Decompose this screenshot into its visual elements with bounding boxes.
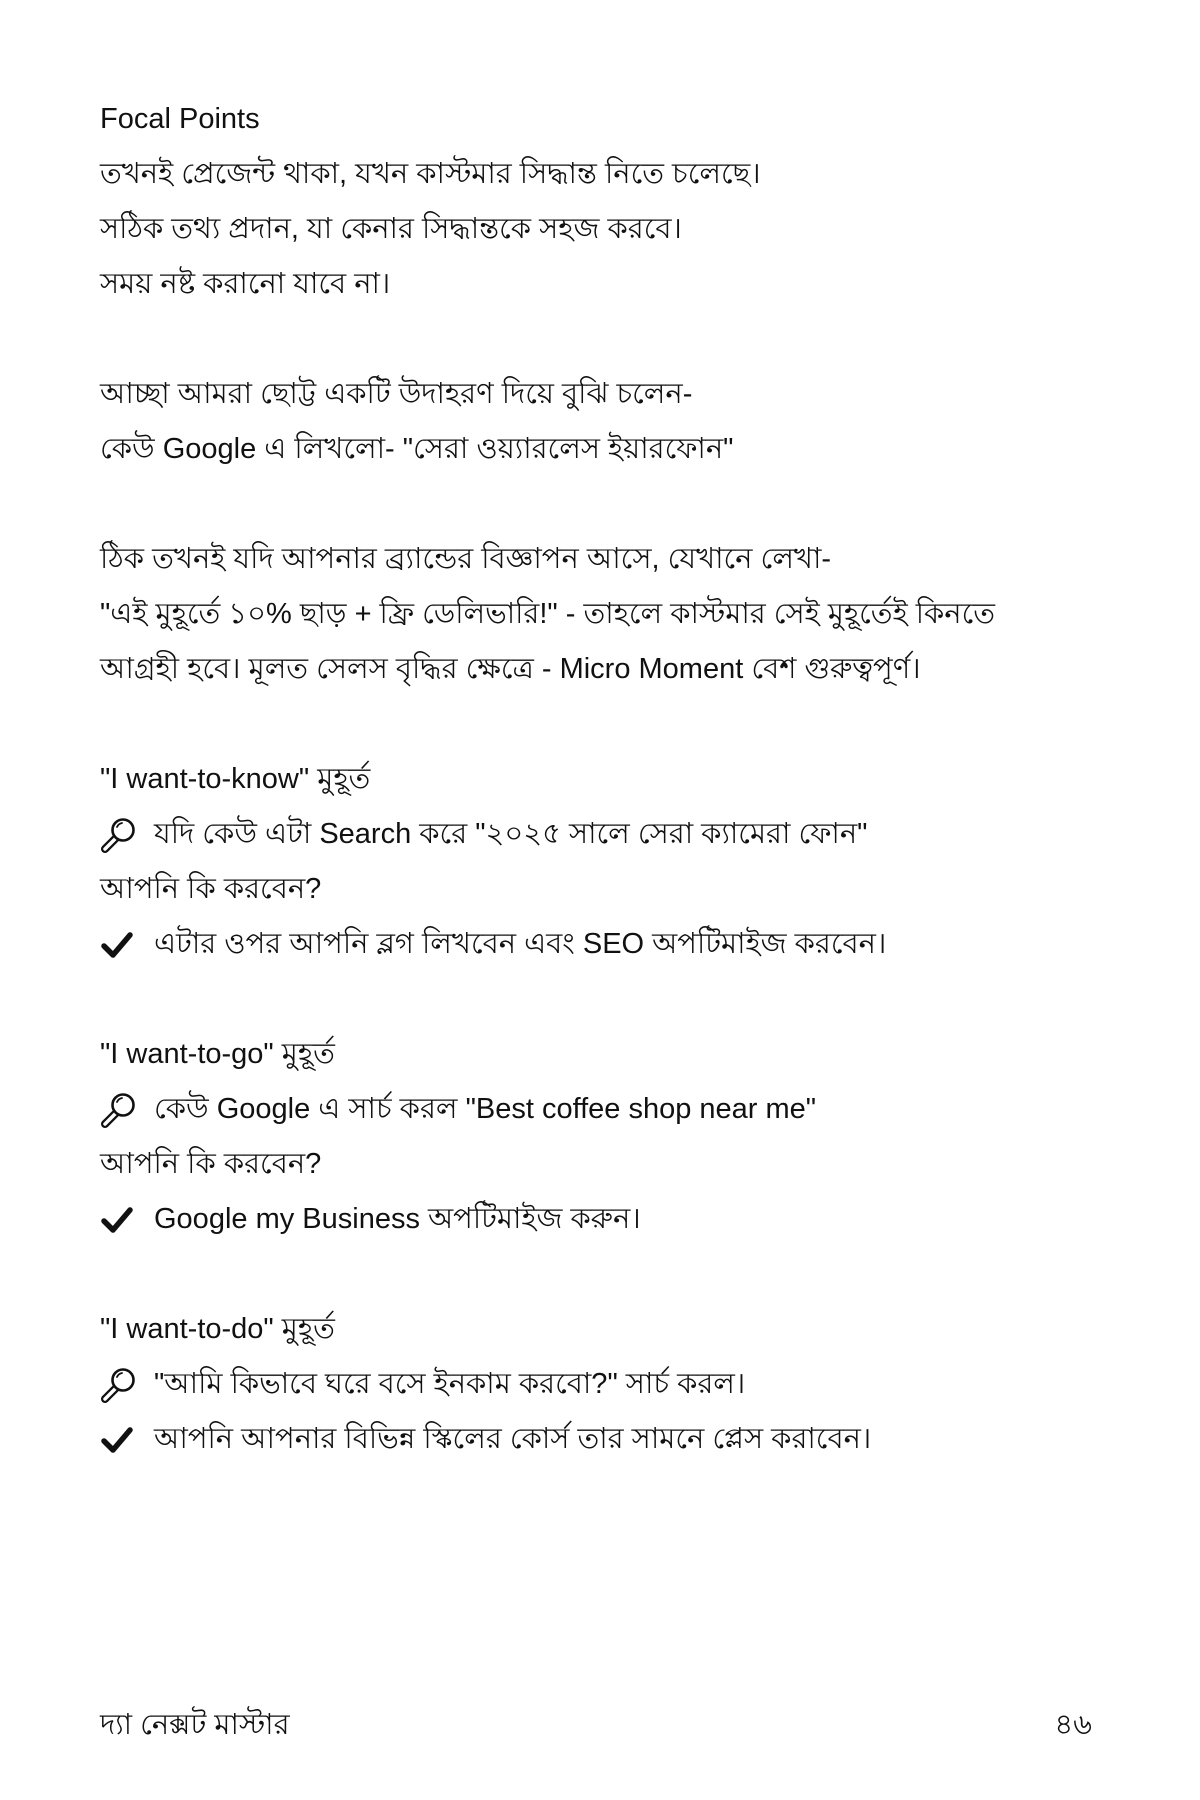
page-number: ৪৬ (1054, 1709, 1092, 1741)
magnifier-icon (100, 1365, 142, 1405)
paragraph-line: "এই মুহূর্তে ১০% ছাড় + ফ্রি ডেলিভারি!" - তাহলে কাস্টমার সেই মুহূর্তেই কিনতে (100, 598, 996, 630)
magnifier-icon (100, 815, 142, 855)
focal-point-line: সঠিক তথ্য প্রদান, যা কেনার সিদ্ধান্তকে সহজ করবে। (100, 213, 682, 245)
magnifier-icon (100, 1090, 142, 1130)
action-text: Google my Business অপটিমাইজ করুন। (154, 1203, 641, 1235)
action-line (100, 1412, 1100, 1467)
moment-want-to-go (100, 1027, 1100, 1247)
moment-want-to-know (100, 752, 1100, 972)
page-footer (100, 1698, 1092, 1753)
search-text: "আমি কিভাবে ঘরে বসে ইনকাম করবো?" সার্চ করল। (154, 1368, 746, 1400)
example-line: আচ্ছা আমরা ছোট্ট একটি উদাহরণ দিয়ে বুঝি চলেন- (100, 378, 693, 410)
section-heading: Focal Points (100, 103, 260, 135)
search-text: যদি কেউ এটা Search করে "২০২৫ সালে সেরা ক্যামেরা ফোন" (154, 818, 868, 850)
paragraph-line: আগ্রহী হবে। মূলত সেলস বৃদ্ধির ক্ষেত্রে - Micro Moment বেশ গুরুত্বপূর্ণ। (100, 653, 921, 685)
paragraph-line: ঠিক তখনই যদি আপনার ব্র্যান্ডের বিজ্ঞাপন আসে, যেখানে লেখা- (100, 543, 832, 575)
action-text: এটার ওপর আপনি ব্লগ লিখবেন এবং SEO অপটিমাইজ করবেন। (154, 928, 887, 960)
checkmark-icon (100, 1200, 142, 1240)
moment-title: "I want-to-know" মুহূর্ত (100, 763, 371, 795)
action-text: আপনি আপনার বিভিন্ন স্কিলের কোর্স তার সামনে প্লেস করাবেন। (154, 1423, 872, 1455)
moment-want-to-do (100, 1302, 1100, 1467)
question-line: আপনি কি করবেন? (100, 873, 322, 905)
action-line (100, 1192, 1100, 1247)
checkmark-icon (100, 1420, 142, 1460)
focal-point-line: সময় নষ্ট করানো যাবে না। (100, 268, 391, 300)
action-line (100, 917, 1100, 972)
book-title: দ্যা নেক্সট মাস্টার (100, 1709, 290, 1741)
example-line: কেউ Google এ লিখলো- "সেরা ওয়্যারলেস ইয়ারফোন" (100, 433, 734, 465)
search-example (100, 1082, 1100, 1137)
search-example (100, 807, 1100, 862)
moment-title: "I want-to-do" মুহূর্ত (100, 1313, 335, 1345)
moment-title: "I want-to-go" মুহূর্ত (100, 1038, 335, 1070)
search-text: কেউ Google এ সার্চ করল "Best coffee shop near me" (154, 1093, 817, 1125)
example-section (100, 367, 1100, 477)
question-line: আপনি কি করবেন? (100, 1148, 322, 1180)
focal-point-line: তখনই প্রেজেন্ট থাকা, যখন কাস্টমার সিদ্ধান্ত নিতে চলেছে। (100, 158, 761, 190)
ad-paragraph (100, 532, 1100, 697)
focal-points-section (100, 92, 1100, 312)
checkmark-icon (100, 925, 142, 965)
page-body (100, 92, 1100, 1467)
search-example (100, 1357, 1100, 1412)
